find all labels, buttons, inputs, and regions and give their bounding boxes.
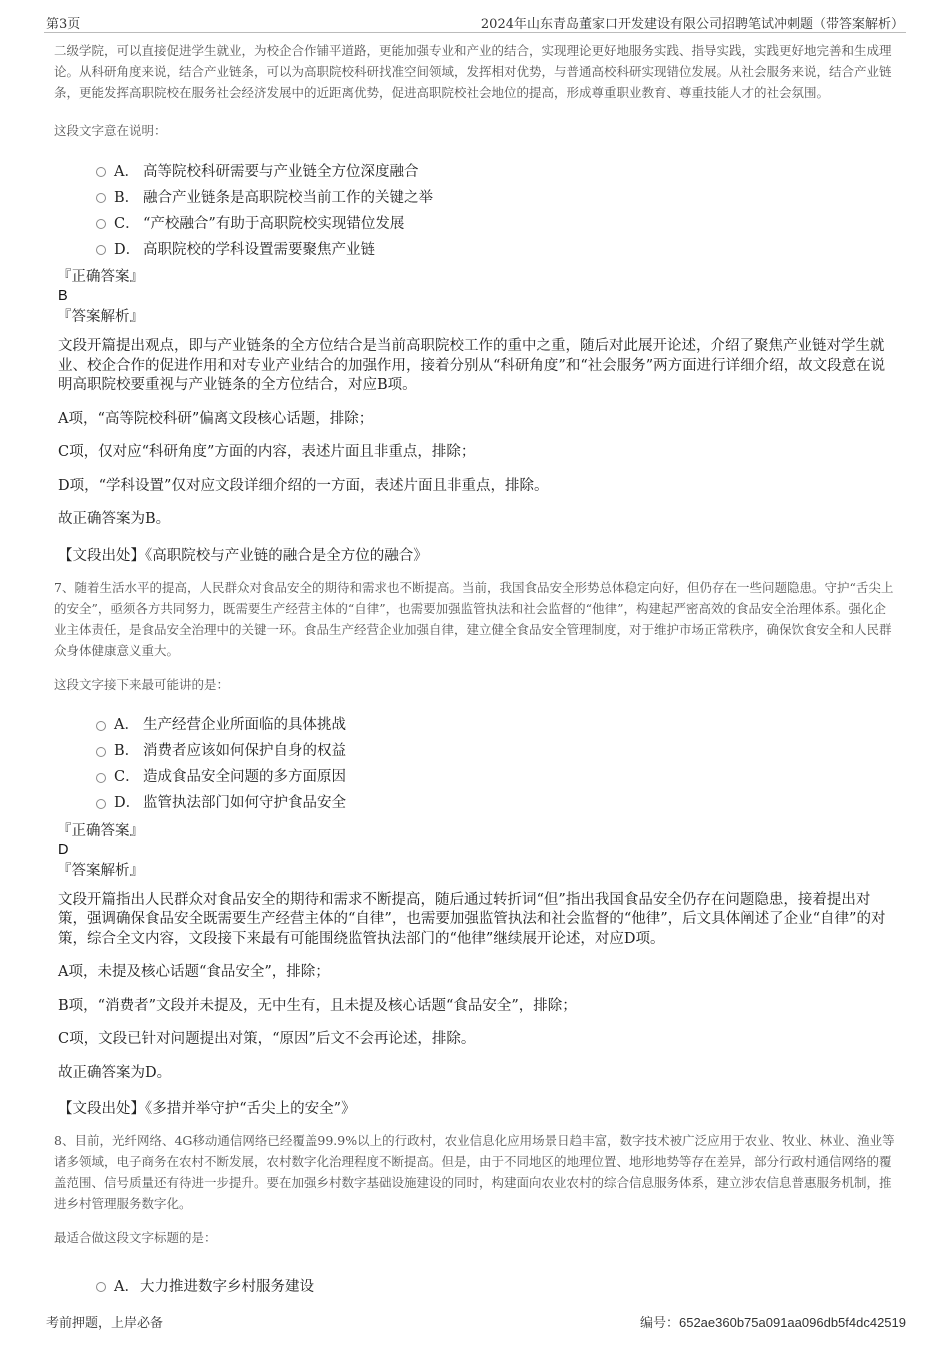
page-header [44, 12, 906, 33]
q6-analysis-a: A项，“高等院校科研”偏离文段核心话题，排除； [58, 410, 374, 427]
q7-stem: 这段文字接下来最可能讲的是： [54, 676, 230, 692]
q7-answer: D [58, 841, 69, 858]
q6-analysis-label: 『答案解析』 [57, 309, 144, 325]
q7-analysis-a: A项，未提及核心话题“食品安全”，排除； [58, 964, 330, 980]
q7-analysis-c: C项，文段已针对问题提出对策，“原因”后文不会再论述，排除。 [58, 1031, 476, 1047]
page-content [54, 40, 896, 1298]
q7-option-a[interactable]: A． 生产经营企业所面临的具体挑战 [96, 711, 896, 737]
q7-option-d[interactable]: D． 监管执法部门如何守护食品安全 [96, 789, 896, 815]
q7-analysis-label: 『答案解析』 [57, 862, 144, 879]
q6-option-b[interactable]: B． 融合产业链条是高职院校当前工作的关键之举 [96, 183, 896, 209]
radio-icon[interactable] [96, 721, 106, 731]
document-title: 2024年山东青岛董家口开发建设有限公司招聘笔试冲刺题（带答案解析） [480, 17, 904, 32]
q6-options [96, 157, 896, 261]
q7-option-c[interactable]: C． 造成食品安全问题的多方面原因 [96, 763, 896, 789]
radio-icon[interactable] [96, 245, 106, 255]
q8-option-a[interactable]: A． 大力推进数字乡村服务建设 [96, 1272, 896, 1298]
q6-option-a[interactable]: A． 高等院校科研需要与产业链全方位深度融合 [96, 157, 896, 183]
radio-icon[interactable] [96, 219, 106, 229]
radio-icon[interactable] [96, 773, 106, 783]
q6-option-d[interactable]: D． 高职院校的学科设置需要聚焦产业链 [96, 235, 896, 261]
q8-stem: 最适合做这段文字标题的是： [54, 1230, 217, 1245]
q8-passage: 8、目前，光纤网络、4G移动通信网络已经覆盖99.9%以上的行政村，农业信息化应用场景日趋丰富，数字技术被广泛应用于农业、牧业、林业、渔业等诸多领域，电子商务在农村不断发展，农村数字化治理程度不断提高。但是，由于不同地区的地理位置、地形地势等存在差异，部分行政村通信网络的覆盖范围、信号质量还有待进一步提升。要在加强乡村数字基础设施建设的同时，构建面向农业农村的综合信息服务体系，建立涉农信息普惠服务机制，推进乡村管理服务数字化。 [54, 1133, 895, 1211]
footer-slogan: 考前押题，上岸必备 [46, 1316, 164, 1331]
radio-icon[interactable] [96, 799, 106, 809]
radio-icon[interactable] [96, 1282, 106, 1292]
document-code: 编号：652ae360b75a091aa096db5f4dc42519 [639, 1315, 906, 1330]
q6-analysis-c: C项，仅对应“科研角度”方面的内容，表述片面且非重点，排除； [58, 444, 476, 460]
page-number: 第3页 [46, 17, 81, 32]
q6-analysis-d: D项，“学科设置”仅对应文段详细介绍的一方面，表述片面且非重点，排除。 [58, 477, 549, 494]
q6-passage: 二级学院，可以直接促进学生就业，为校企合作铺平道路，更能加强专业和产业的结合，实现理论更好地服务实践、指导实践，实践更好地完善和生成理论。从科研角度来说，结合产业链条，可以为高职院校科研找准空间领域，发挥相对优势，与普通高校科研实现错位发展。从社会服务来说，结合产业链条，更能发挥高职院校在服务社会经济发展中的近距离优势，促进高职院校社会地位的提高，形成尊重职业教育、尊重技能人才的社会氛围。 [54, 43, 892, 100]
q7-options [96, 711, 896, 815]
q6-analysis-conclusion: 故正确答案为B。 [58, 511, 171, 527]
q6-answer: B [58, 288, 68, 304]
q6-source: 【文段出处】《高职院校与产业链的融合是全方位的融合》 [58, 547, 428, 564]
q6-answer-label: 『正确答案』 [57, 269, 144, 285]
q7-analysis-conclusion: 故正确答案为D。 [58, 1064, 172, 1081]
q6-stem: 这段文字意在说明： [54, 123, 167, 138]
q8-options [96, 1272, 896, 1298]
radio-icon[interactable] [96, 193, 106, 203]
q7-analysis-main: 文段开篇指出人民群众对食品安全的期待和需求不断提高，随后通过转折词“但”指出我国食品安全仍存在问题隐患，接着提出对策，强调确保食品安全既需要生产经营主体的“自律”，也需要加强监管执法和社会监督的“他律”，后文具体阐述了企业“自律”的对策，综合全文内容，文段接下来最有可能围绕监管执法部门的“他律”继续展开论述，对应D项。 [58, 891, 886, 947]
q7-source: 【文段出处】《多措并举守护“舌尖上的安全”》 [58, 1101, 356, 1117]
q7-passage: 7、随着生活水平的提高，人民群众对食品安全的期待和需求也不断提高。当前，我国食品安全形势总体稳定向好，但仍存在一些问题隐患。守护“舌尖上的安全”，亟须各方共同努力，既需要生产经营主体的“自律”，也需要加强监管执法和社会监督的“他律”，构建起严密高效的食品安全治理体系。强化企业主体责任，是食品安全治理中的关键一环。食品生产经营企业加强自律，建立健全食品安全管理制度，对于维护市场正常秩序，确保饮食安全和人民群众身体健康意义重大。 [54, 579, 894, 658]
q6-option-c[interactable]: C． “产校融合”有助于高职院校实现错位发展 [96, 209, 896, 235]
q7-answer-label: 『正确答案』 [57, 822, 144, 839]
radio-icon[interactable] [96, 747, 106, 757]
q6-analysis-main: 文段开篇提出观点，即与产业链条的全方位结合是当前高职院校工作的重中之重，随后对此展开论述，介绍了聚焦产业链对学生就业、校企合作的促进作用和对专业产业结合的加强作用，接着分别从“科研角度”和“社会服务”两方面进行详细介绍，故文段意在说明高职院校要重视与产业链条的全方位结合，对应B项。 [58, 338, 886, 393]
radio-icon[interactable] [96, 167, 106, 177]
q7-analysis-b: B项，“消费者”文段并未提及，无中生有，且未提及核心话题“食品安全”，排除； [58, 997, 577, 1014]
q7-option-b[interactable]: B． 消费者应该如何保护自身的权益 [96, 737, 896, 763]
